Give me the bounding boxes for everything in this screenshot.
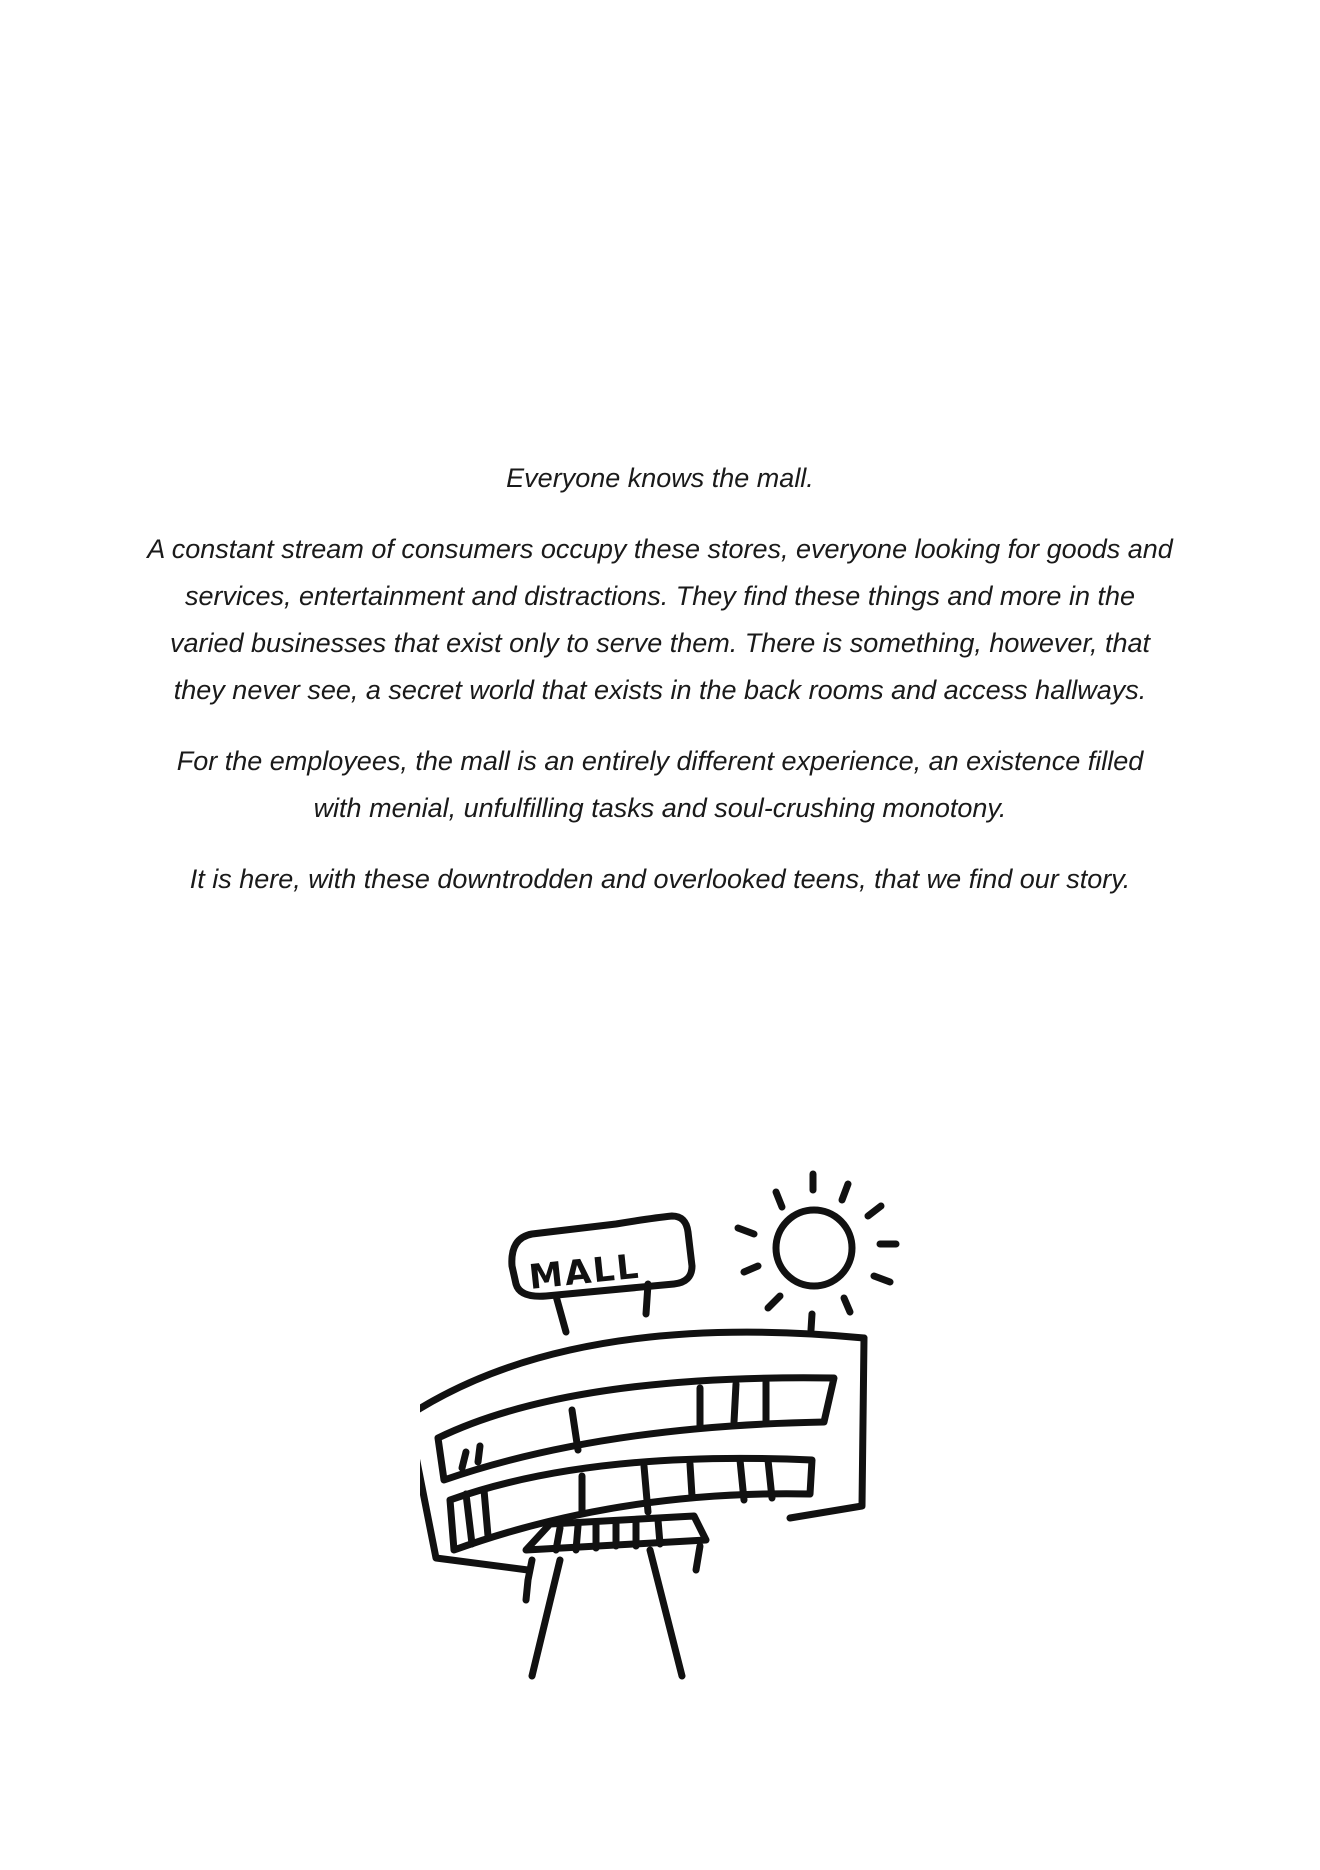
- mall-sign-text: MALL: [527, 1246, 643, 1298]
- text-line: A constant stream of consumers occupy these stores, everyone looking for goods and: [147, 534, 1173, 564]
- text-line: with menial, unfulfilling tasks and soul-crushing monotony.: [313, 793, 1007, 823]
- mall-drawing: [420, 1160, 920, 1680]
- text-line: For the employees, the mall is an entirely different experience, an existence filled: [176, 746, 1144, 776]
- text-line: It is here, with these downtrodden and overlooked teens, that we find our story.: [189, 864, 1131, 894]
- opening-line: [110, 455, 1210, 502]
- text-line: Everyone knows the mall.: [506, 463, 814, 493]
- text-line: varied businesses that exist only to serve them. There is something, however, that: [170, 628, 1150, 658]
- text-line: they never see, a secret world that exists in the back rooms and access hallways.: [173, 675, 1147, 705]
- text-line: services, entertainment and distractions. They find these things and more in the: [184, 581, 1135, 611]
- intro-text: [110, 455, 1210, 927]
- mall-illustration: [420, 1160, 920, 1680]
- paragraph-consumers: [110, 526, 1210, 714]
- sun-icon: [738, 1174, 896, 1330]
- closing-line: [110, 856, 1210, 903]
- paragraph-employees: [110, 738, 1210, 832]
